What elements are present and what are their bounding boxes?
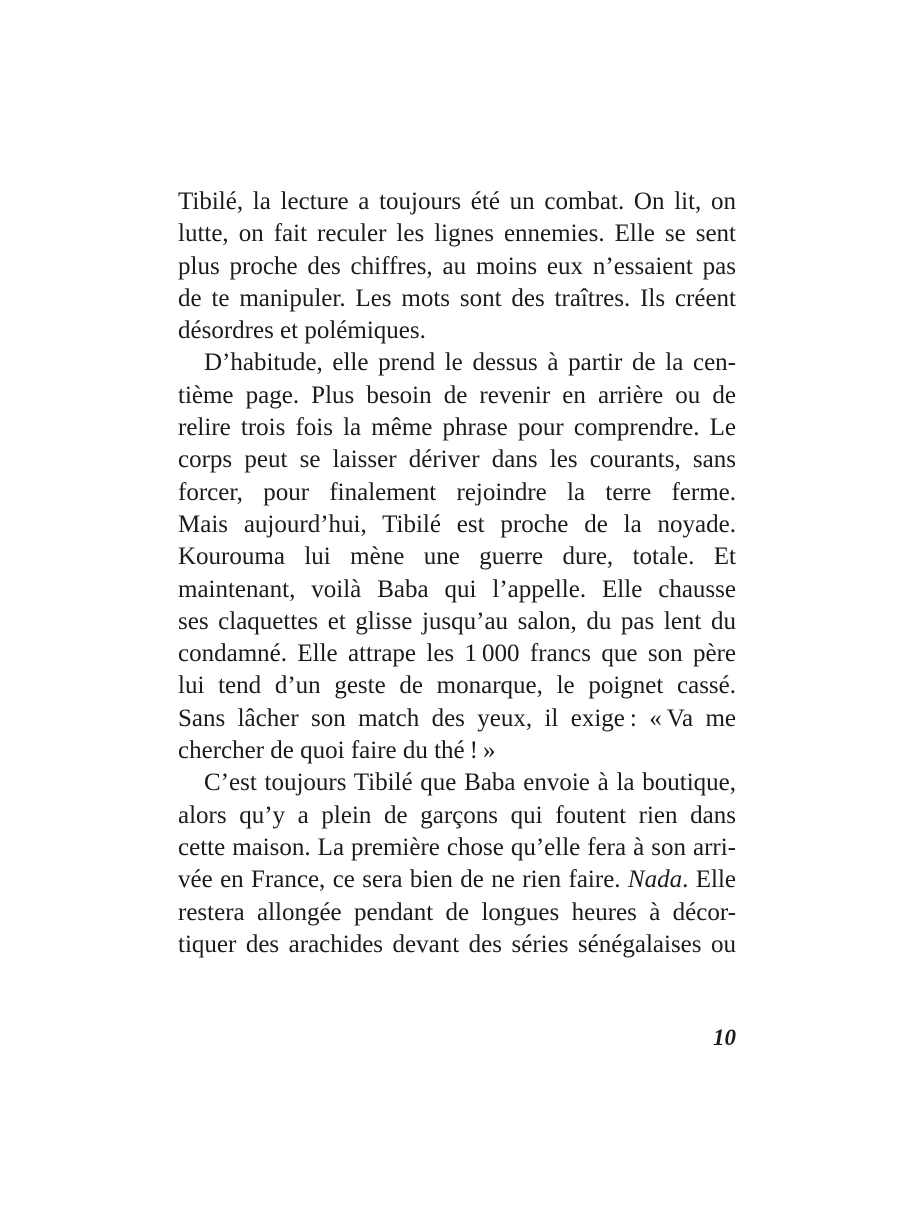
text-line: relire trois fois la même phrase pour comprendre. Le xyxy=(178,414,736,442)
text-line: tiquer des arachides devant des séries sénégalaises ou xyxy=(178,930,736,958)
text-line: restera allongée pendant de longues heures à décor- xyxy=(178,898,736,926)
text-line: condamné. Elle attrape les 1 000 francs que son père xyxy=(178,640,736,668)
text-line: ses claquettes et glisse jusqu’au salon, du pas lent du xyxy=(178,607,736,635)
text-line: Kourouma lui mène une guerre dure, totale. Et xyxy=(178,543,736,571)
text-line: chercher de quoi faire du thé ! » xyxy=(178,737,496,765)
text-line: lui tend d’un geste de monarque, le poignet cassé. xyxy=(178,672,736,700)
page-text xyxy=(178,186,736,961)
text-line: D’habitude, elle prend le dessus à partir de la cen- xyxy=(204,349,736,377)
text-line: forcer, pour finalement rejoindre la terre ferme. xyxy=(178,478,736,506)
text-line: vée en France, ce sera bien de ne rien faire. Nada. Elle xyxy=(178,866,736,894)
text-line: Tibilé, la lecture a toujours été un combat. On lit, on xyxy=(178,188,736,215)
text-line: Sans lâcher son match des yeux, il exige : « Va me xyxy=(178,704,736,732)
text-line: désordres et polémiques. xyxy=(178,317,426,345)
text-line: cette maison. La première chose qu’elle fera à son arri- xyxy=(178,833,736,861)
text-line: alors qu’y a plein de garçons qui foutent rien dans xyxy=(178,801,736,829)
text-line: Mais aujourd’hui, Tibilé est proche de la noyade. xyxy=(178,510,736,538)
text-line: tième page. Plus besoin de revenir en arrière ou de xyxy=(178,381,736,409)
text-line: lutte, on fait reculer les lignes ennemies. Elle se sent xyxy=(178,220,736,248)
text-line: maintenant, voilà Baba qui l’appelle. Elle chausse xyxy=(178,575,736,603)
text-line: de te manipuler. Les mots sont des traîtres. Ils créent xyxy=(178,284,736,312)
text-line: corps peut se laisser dériver dans les courants, sans xyxy=(178,446,736,474)
page-number: 10 xyxy=(713,1025,736,1050)
text-line: C’est toujours Tibilé que Baba envoie à la boutique, xyxy=(204,769,736,797)
text-line: plus proche des chiffres, au moins eux n’essaient pas xyxy=(178,252,736,280)
italic-text: Nada xyxy=(627,866,683,894)
